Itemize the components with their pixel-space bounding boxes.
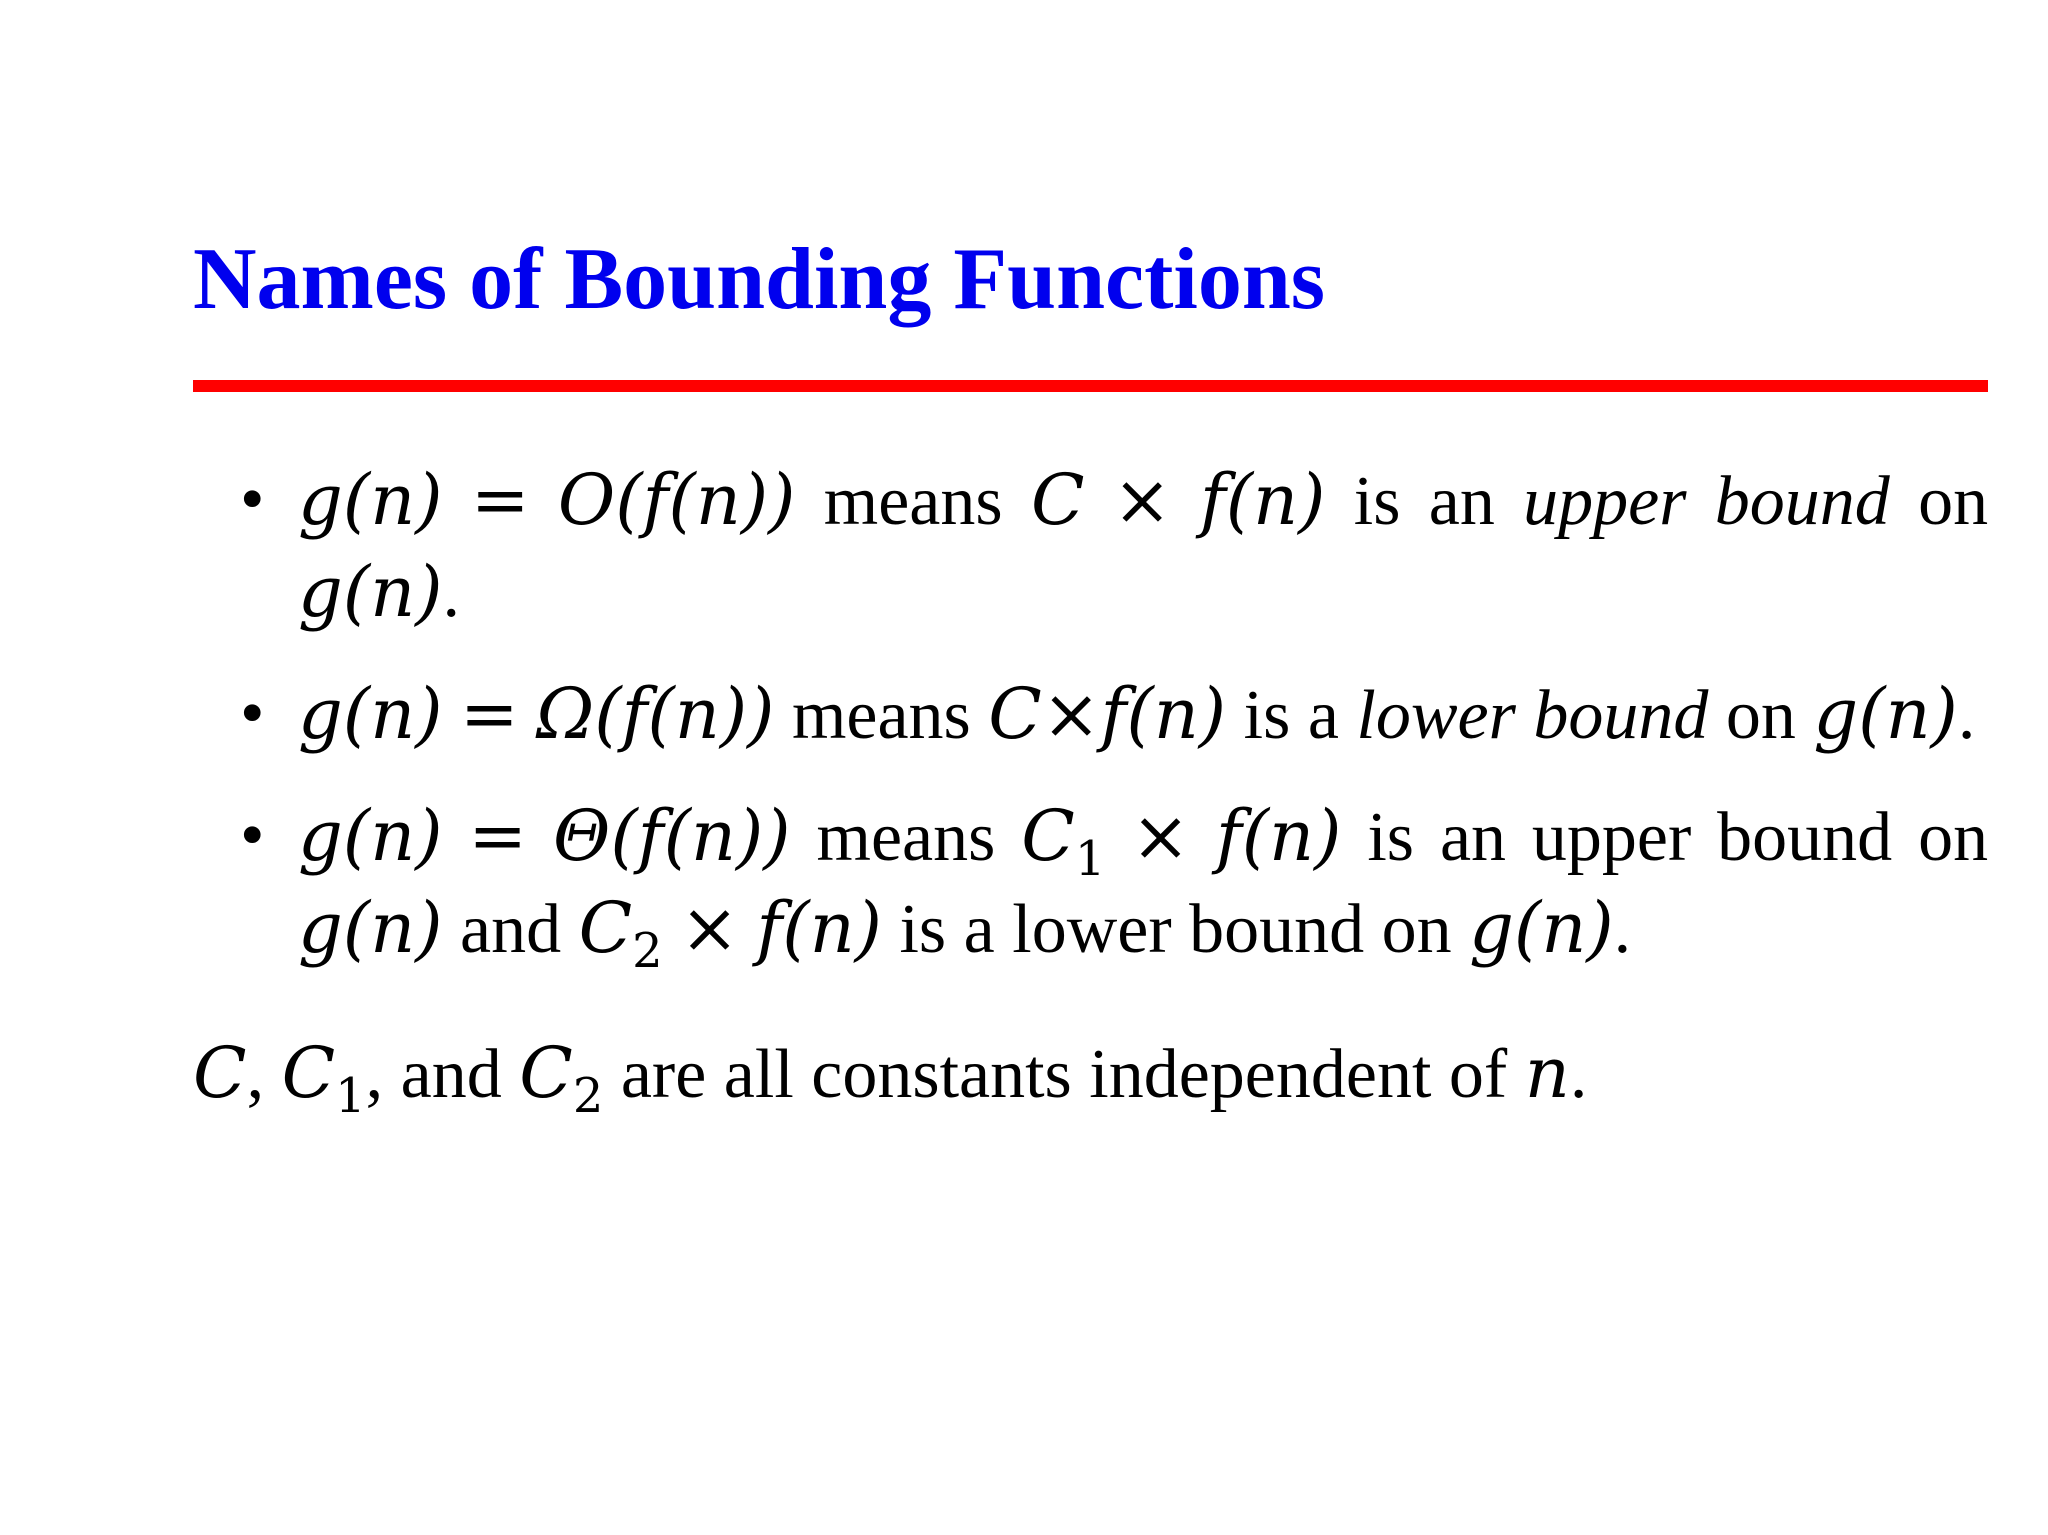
math-target-1: g(n)	[298, 887, 443, 969]
text-comma-and: , and	[365, 1036, 502, 1113]
math-rhs: Ω(f(n))	[536, 673, 775, 755]
text-bound-kind: lower bound	[1356, 677, 1709, 754]
math-subscript-2: 2	[632, 923, 663, 979]
math-fn: f(n)	[1199, 459, 1326, 541]
math-c1: C	[281, 1032, 336, 1114]
math-target: g(n)	[298, 551, 443, 633]
text-bound-kind: upper bound	[1523, 463, 1890, 540]
math-c2: C	[519, 1032, 573, 1114]
math-times: ×	[680, 887, 739, 969]
math-equals: =	[460, 673, 519, 755]
math-n: n	[1524, 1032, 1570, 1114]
bullet-big-omega	[193, 669, 1988, 761]
constants-note	[193, 1028, 1588, 1124]
text-is: is a	[1243, 677, 1339, 754]
text-on: on	[1918, 463, 1989, 540]
bullet-dot: •	[240, 461, 265, 538]
note-text: are all constants independent of	[620, 1036, 1508, 1113]
text-is-upper: is an upper bound on	[1367, 799, 1989, 876]
math-times: ×	[1041, 673, 1101, 755]
bullet-big-theta	[193, 791, 1989, 979]
math-rhs: O(f(n))	[557, 459, 796, 541]
bullet-dot: •	[240, 675, 265, 752]
math-equals: =	[470, 459, 530, 541]
bullet-dot: •	[240, 797, 265, 874]
math-subscript-1: 1	[1074, 831, 1106, 887]
math-target: g(n)	[1813, 673, 1958, 755]
text-period: .	[1957, 677, 1976, 754]
math-constant-2: C	[578, 887, 633, 969]
bullet-list	[193, 455, 1988, 1005]
math-fn: f(n)	[756, 887, 882, 969]
text-is: is an	[1353, 463, 1495, 540]
math-c1-subscript: 1	[335, 1068, 366, 1124]
math-lhs: g(n)	[298, 795, 443, 877]
math-fn: f(n)	[1100, 673, 1227, 755]
math-lhs: g(n)	[298, 459, 443, 541]
math-c: C	[193, 1032, 247, 1114]
title-underline-rule	[193, 380, 1988, 392]
math-fn: f(n)	[1215, 795, 1342, 877]
text-period: .	[442, 555, 461, 632]
math-constant-1: C	[1021, 795, 1075, 877]
math-rhs: Θ(f(n))	[552, 795, 791, 877]
text-is-lower: is a lower bound on	[899, 891, 1452, 968]
math-target-2: g(n)	[1469, 887, 1614, 969]
math-times: ×	[1131, 795, 1190, 877]
text-comma: ,	[246, 1036, 265, 1113]
slide-title: Names of Bounding Functions	[193, 231, 1326, 328]
text-means: means	[816, 799, 996, 876]
text-period: .	[1613, 891, 1632, 968]
math-constant: C	[988, 673, 1042, 755]
bullet-big-o	[193, 455, 1988, 639]
text-and: and	[460, 891, 562, 968]
text-means: means	[791, 677, 971, 754]
math-lhs: g(n)	[298, 673, 443, 755]
math-constant: C	[1030, 459, 1085, 541]
math-c2-subscript: 2	[572, 1068, 604, 1124]
math-equals: =	[468, 795, 528, 877]
text-on: on	[1725, 677, 1796, 754]
text-means: means	[823, 463, 1003, 540]
text-period: .	[1569, 1036, 1588, 1113]
math-times: ×	[1112, 459, 1172, 541]
